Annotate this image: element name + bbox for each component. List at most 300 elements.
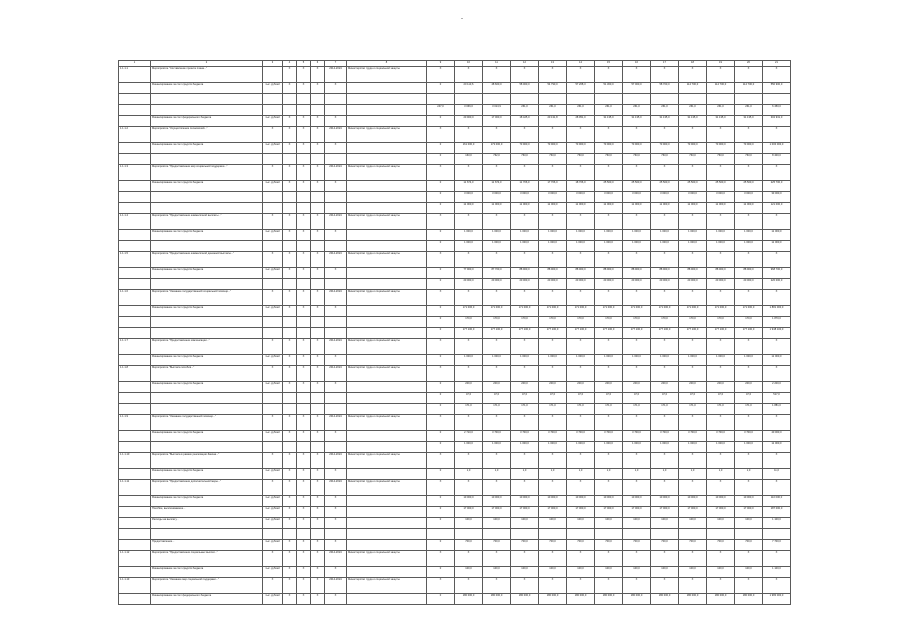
row-executor: Министерство труда и социальной защиты bbox=[347, 366, 427, 382]
row-unit: тыс. рублей bbox=[263, 355, 283, 366]
row-code-b: X bbox=[297, 507, 311, 518]
row-value: 171,0 bbox=[483, 404, 511, 415]
row-value: 0 bbox=[427, 393, 455, 404]
row-value: 1 000,0 bbox=[483, 241, 511, 252]
row-value: X bbox=[567, 480, 595, 496]
row-value: 100,0 bbox=[595, 567, 623, 578]
row-value: 170,0 bbox=[567, 317, 595, 328]
row-value: X bbox=[595, 67, 623, 83]
row-value: 1 000,0 bbox=[483, 230, 511, 241]
row-value: 200,0 bbox=[623, 382, 651, 393]
row-value: 177 100,0 bbox=[539, 328, 567, 339]
row-executor bbox=[347, 279, 427, 290]
row-value: 177 100,0 bbox=[651, 328, 679, 339]
row-value: 1 948 100,0 bbox=[763, 328, 791, 339]
row-value: X bbox=[679, 127, 707, 143]
row-code-b: X bbox=[297, 143, 311, 154]
row-value: 47,0 bbox=[595, 393, 623, 404]
row-value bbox=[567, 529, 595, 540]
row-value: X bbox=[567, 551, 595, 567]
row-value: 1 000,0 bbox=[623, 241, 651, 252]
table-row bbox=[119, 469, 791, 480]
row-value: X bbox=[679, 415, 707, 431]
row-code-b: X bbox=[297, 268, 311, 279]
row-number bbox=[119, 116, 151, 127]
row-value: X bbox=[763, 290, 791, 306]
row-description: Финансирование за счет средств бюджета bbox=[151, 143, 263, 154]
row-description bbox=[151, 241, 263, 252]
header-cell: 3 bbox=[263, 61, 283, 67]
row-code-b: X bbox=[297, 382, 311, 393]
row-value: X bbox=[455, 165, 483, 181]
row-value: 180 000,0 bbox=[679, 594, 707, 605]
row-executor: Министерство труда и социальной защиты bbox=[347, 165, 427, 181]
header-cell: 13 bbox=[539, 61, 567, 67]
row-value: 261,0 bbox=[567, 105, 595, 116]
row-value: 3 700,0 bbox=[651, 431, 679, 442]
row-value bbox=[679, 529, 707, 540]
row-code-c bbox=[311, 94, 325, 105]
row-executor bbox=[347, 540, 427, 551]
row-value: 31 135,0 bbox=[623, 116, 651, 127]
row-value: 3 000,0 bbox=[623, 192, 651, 203]
row-code-a: X bbox=[283, 252, 297, 268]
row-code-b: X bbox=[297, 518, 311, 529]
row-value: 968 700,0 bbox=[763, 268, 791, 279]
row-value: 10 000,0 bbox=[567, 496, 595, 507]
row-code-a: X bbox=[283, 551, 297, 567]
row-executor bbox=[347, 105, 427, 116]
row-code-c: X bbox=[311, 355, 325, 366]
row-code-c: X bbox=[311, 366, 325, 382]
row-value: X bbox=[567, 415, 595, 431]
row-value: 18 706,0 bbox=[567, 181, 595, 192]
table-row bbox=[119, 507, 791, 518]
row-value bbox=[539, 94, 567, 105]
row-value: 171,0 bbox=[623, 404, 651, 415]
row-code-b bbox=[297, 529, 311, 540]
row-number bbox=[119, 306, 151, 317]
row-code-c bbox=[311, 404, 325, 415]
row-value: 763,0 bbox=[679, 154, 707, 165]
row-value: 0 bbox=[427, 154, 455, 165]
row-value: X bbox=[427, 67, 455, 83]
row-value: X bbox=[651, 551, 679, 567]
row-value: 121 000,0 bbox=[763, 203, 791, 214]
row-value: X bbox=[483, 339, 511, 355]
row-value: 11 000,0 bbox=[707, 203, 735, 214]
row-value: X bbox=[707, 127, 735, 143]
row-number: 1.1.1.1 bbox=[119, 67, 151, 83]
row-value: X bbox=[623, 415, 651, 431]
row-value: 1 000,0 bbox=[455, 442, 483, 453]
row-description: Финансирование за счет средств бюджета bbox=[151, 355, 263, 366]
row-value: 11 000,0 bbox=[567, 203, 595, 214]
row-value: 10 000,0 bbox=[735, 496, 763, 507]
row-value: 1 000,0 bbox=[679, 442, 707, 453]
row-value: 180 000,0 bbox=[483, 594, 511, 605]
row-value: 3 000,0 bbox=[483, 192, 511, 203]
row-code-b bbox=[297, 393, 311, 404]
row-value: 100,0 bbox=[735, 567, 763, 578]
row-period bbox=[325, 442, 347, 453]
row-value bbox=[651, 529, 679, 540]
row-code-a: X bbox=[283, 181, 297, 192]
table-row bbox=[119, 181, 791, 192]
row-value bbox=[707, 94, 735, 105]
row-value: X bbox=[455, 480, 483, 496]
row-value: 1 881,0 bbox=[763, 404, 791, 415]
row-value: X bbox=[595, 290, 623, 306]
row-value: X bbox=[595, 165, 623, 181]
row-value: X bbox=[567, 290, 595, 306]
row-value: 25 500,0 bbox=[595, 181, 623, 192]
row-value: X bbox=[567, 252, 595, 268]
row-value: X bbox=[679, 578, 707, 594]
row-value: 1 000,0 bbox=[595, 442, 623, 453]
row-value: X bbox=[511, 578, 539, 594]
row-value: 11 000,0 bbox=[763, 230, 791, 241]
row-value: 17 000,0 bbox=[623, 507, 651, 518]
row-value: 11 000,0 bbox=[539, 203, 567, 214]
row-code-a: X bbox=[283, 469, 297, 480]
row-period: X bbox=[325, 469, 347, 480]
row-value: X bbox=[511, 290, 539, 306]
row-code-c: X bbox=[311, 290, 325, 306]
row-value: X bbox=[595, 480, 623, 496]
row-unit: X bbox=[263, 252, 283, 268]
row-value: 261,0 bbox=[679, 105, 707, 116]
table-row bbox=[119, 127, 791, 143]
row-code-b: X bbox=[297, 67, 311, 83]
row-value: X bbox=[651, 165, 679, 181]
row-value: 20 000,0 bbox=[511, 279, 539, 290]
row-executor bbox=[347, 181, 427, 192]
row-value: X bbox=[595, 252, 623, 268]
row-description: Мероприятие "Оказание государственной помощи..." bbox=[151, 415, 263, 431]
row-code-b: X bbox=[297, 181, 311, 192]
row-number: 1.1.1.7 bbox=[119, 339, 151, 355]
table-row bbox=[119, 328, 791, 339]
row-value: 700,0 bbox=[735, 540, 763, 551]
row-value: X bbox=[651, 453, 679, 469]
row-value: X bbox=[651, 578, 679, 594]
row-value: 0 bbox=[427, 594, 455, 605]
row-code-a: X bbox=[283, 306, 297, 317]
header-cell: 17 bbox=[651, 61, 679, 67]
row-value: 3 700,0 bbox=[483, 431, 511, 442]
row-value: 1 000,0 bbox=[707, 355, 735, 366]
row-value: 1 000,0 bbox=[651, 230, 679, 241]
row-period: 2014-2024 bbox=[325, 127, 347, 143]
row-period: 2014-2024 bbox=[325, 290, 347, 306]
row-code-a bbox=[283, 192, 297, 203]
row-code-a: X bbox=[283, 214, 297, 230]
row-value: 17 000,0 bbox=[595, 507, 623, 518]
row-period: 2014-2024 bbox=[325, 453, 347, 469]
row-value: 10 000,0 bbox=[455, 496, 483, 507]
row-value: X bbox=[511, 127, 539, 143]
row-description bbox=[151, 317, 263, 328]
row-unit bbox=[263, 203, 283, 214]
row-value: 1 000,0 bbox=[539, 230, 567, 241]
row-value: X bbox=[455, 415, 483, 431]
row-value: 3 700,0 bbox=[707, 431, 735, 442]
row-value: 171 000,0 bbox=[539, 306, 567, 317]
row-value: 180 000,0 bbox=[735, 594, 763, 605]
row-description: Финансирование за счет средств бюджета bbox=[151, 567, 263, 578]
row-value: 100,0 bbox=[651, 518, 679, 529]
row-value: X bbox=[623, 480, 651, 496]
row-value: 1 000,0 bbox=[483, 442, 511, 453]
row-value: 3 000,0 bbox=[595, 192, 623, 203]
row-period: 2014-2024 bbox=[325, 67, 347, 83]
row-value: 54 790,0 bbox=[539, 83, 567, 94]
row-unit: тыс. рублей bbox=[263, 431, 283, 442]
row-description: Мероприятие "Составление проекта плана..." bbox=[151, 67, 263, 83]
row-executor: Министерство труда и социальной защиты bbox=[347, 339, 427, 355]
row-value: 100,0 bbox=[651, 567, 679, 578]
row-value: X bbox=[595, 453, 623, 469]
row-number bbox=[119, 317, 151, 328]
table-row bbox=[119, 143, 791, 154]
table-row bbox=[119, 453, 791, 469]
row-number bbox=[119, 594, 151, 605]
row-executor: Министерство труда и социальной защиты bbox=[347, 290, 427, 306]
row-value: 20 000,0 bbox=[735, 279, 763, 290]
row-value: 2 710,0 bbox=[455, 431, 483, 442]
row-value: X bbox=[567, 67, 595, 83]
table-row bbox=[119, 578, 791, 594]
row-value: X bbox=[707, 67, 735, 83]
table-row bbox=[119, 290, 791, 306]
row-code-c bbox=[311, 328, 325, 339]
row-number bbox=[119, 540, 151, 551]
row-value: 88 900,0 bbox=[623, 268, 651, 279]
row-description bbox=[151, 154, 263, 165]
row-number bbox=[119, 431, 151, 442]
row-value: 11 000,0 bbox=[483, 203, 511, 214]
row-period: X bbox=[325, 540, 347, 551]
row-code-c bbox=[311, 279, 325, 290]
table-row bbox=[119, 252, 791, 268]
row-code-b bbox=[297, 328, 311, 339]
row-period: 2014-2024 bbox=[325, 366, 347, 382]
row-code-a: X bbox=[283, 230, 297, 241]
row-description: Финансирование за счет средств бюджета bbox=[151, 382, 263, 393]
row-value: 88 900,0 bbox=[595, 268, 623, 279]
row-value: X bbox=[651, 480, 679, 496]
row-value: 171,0 bbox=[567, 404, 595, 415]
row-value: X bbox=[763, 480, 791, 496]
row-value: 1 000,0 bbox=[623, 230, 651, 241]
row-description: Финансирование за счет средств бюджета bbox=[151, 496, 263, 507]
table-row bbox=[119, 241, 791, 252]
row-value: X bbox=[735, 480, 763, 496]
row-code-a: X bbox=[283, 518, 297, 529]
row-description: Финансирование за счет средств бюджета bbox=[151, 230, 263, 241]
row-value: X bbox=[427, 252, 455, 268]
row-value: X bbox=[427, 127, 455, 143]
row-value: X bbox=[595, 551, 623, 567]
row-value: 2 200,0 bbox=[763, 382, 791, 393]
row-value: 1 000,0 bbox=[707, 442, 735, 453]
table-row bbox=[119, 317, 791, 328]
row-value: X bbox=[427, 551, 455, 567]
row-value: X bbox=[539, 67, 567, 83]
row-value: 73 900,0 bbox=[539, 143, 567, 154]
row-value: X bbox=[455, 67, 483, 83]
row-value: X bbox=[427, 339, 455, 355]
row-value bbox=[623, 529, 651, 540]
row-value: 87 700,0 bbox=[483, 268, 511, 279]
row-value: X bbox=[623, 127, 651, 143]
row-value: 171,0 bbox=[679, 404, 707, 415]
row-code-c bbox=[311, 154, 325, 165]
row-value: 10 000,0 bbox=[651, 496, 679, 507]
row-code-a: X bbox=[283, 480, 297, 496]
row-number bbox=[119, 507, 151, 518]
row-value bbox=[595, 529, 623, 540]
row-value: 180 000,0 bbox=[455, 594, 483, 605]
row-value: 177 100,0 bbox=[483, 328, 511, 339]
row-executor bbox=[347, 328, 427, 339]
row-code-b bbox=[297, 241, 311, 252]
row-value: X bbox=[707, 480, 735, 496]
row-number bbox=[119, 529, 151, 540]
row-period: X bbox=[325, 83, 347, 94]
row-value: 1,0 bbox=[623, 469, 651, 480]
row-code-a: X bbox=[283, 355, 297, 366]
row-period bbox=[325, 393, 347, 404]
row-executor: Министерство труда и социальной защиты bbox=[347, 67, 427, 83]
row-value: X bbox=[679, 214, 707, 230]
row-value: 1,0 bbox=[455, 469, 483, 480]
table-row bbox=[119, 594, 791, 605]
row-number bbox=[119, 143, 151, 154]
row-value: X bbox=[763, 165, 791, 181]
row-value: X bbox=[455, 290, 483, 306]
row-value: X bbox=[595, 578, 623, 594]
row-number bbox=[119, 567, 151, 578]
row-executor bbox=[347, 192, 427, 203]
row-value: X bbox=[511, 339, 539, 355]
row-value bbox=[511, 94, 539, 105]
row-value: 177 100,0 bbox=[567, 328, 595, 339]
row-value: 171 006,0 bbox=[455, 306, 483, 317]
row-value: 763,0 bbox=[567, 154, 595, 165]
row-unit: X bbox=[263, 127, 283, 143]
header-cell: 11 bbox=[483, 61, 511, 67]
table-row bbox=[119, 339, 791, 355]
row-value: 180 000,0 bbox=[623, 594, 651, 605]
row-period: X bbox=[325, 306, 347, 317]
row-value: X bbox=[735, 214, 763, 230]
row-value: 0 bbox=[427, 540, 455, 551]
row-value: X bbox=[455, 578, 483, 594]
row-code-b: X bbox=[297, 290, 311, 306]
row-code-b: X bbox=[297, 366, 311, 382]
row-value: X bbox=[539, 127, 567, 143]
row-value: 1,0 bbox=[651, 469, 679, 480]
row-value: 25 500,0 bbox=[735, 181, 763, 192]
row-code-b: X bbox=[297, 469, 311, 480]
row-code-b: X bbox=[297, 127, 311, 143]
row-code-b bbox=[297, 442, 311, 453]
row-period: 2014-2024 bbox=[325, 578, 347, 594]
row-value: X bbox=[595, 339, 623, 355]
row-number bbox=[119, 268, 151, 279]
row-value: 47,0 bbox=[707, 393, 735, 404]
row-value: 763,0 bbox=[511, 154, 539, 165]
row-period bbox=[325, 328, 347, 339]
table-row bbox=[119, 540, 791, 551]
row-period: X bbox=[325, 567, 347, 578]
row-code-b bbox=[297, 192, 311, 203]
row-value: 11 000,0 bbox=[763, 241, 791, 252]
row-value: X bbox=[539, 480, 567, 496]
row-value: X bbox=[763, 578, 791, 594]
row-description bbox=[151, 203, 263, 214]
row-unit: тыс. рублей bbox=[263, 496, 283, 507]
row-number: 1.1.1.12 bbox=[119, 551, 151, 567]
row-period: 2014-2024 bbox=[325, 339, 347, 355]
row-executor bbox=[347, 306, 427, 317]
row-value: 171 000,0 bbox=[679, 306, 707, 317]
row-value: 171 000,0 bbox=[707, 306, 735, 317]
row-value: 11 000,0 bbox=[511, 203, 539, 214]
row-code-b: X bbox=[297, 594, 311, 605]
header-cell: 15 bbox=[595, 61, 623, 67]
row-value: 220 000,0 bbox=[763, 279, 791, 290]
row-value: 0 bbox=[427, 192, 455, 203]
row-code-b: X bbox=[297, 496, 311, 507]
row-unit: тыс. рублей bbox=[263, 268, 283, 279]
row-code-b bbox=[297, 154, 311, 165]
row-executor bbox=[347, 469, 427, 480]
row-value: 25 500,0 bbox=[623, 181, 651, 192]
header-cell: 20 bbox=[735, 61, 763, 67]
row-description: Мероприятие "Выплата в рамках реализации Закона..." bbox=[151, 453, 263, 469]
row-value: 1,0 bbox=[539, 469, 567, 480]
row-value: 47,0 bbox=[511, 393, 539, 404]
row-executor bbox=[347, 393, 427, 404]
row-period bbox=[325, 105, 347, 116]
row-value: X bbox=[483, 252, 511, 268]
row-value: 18 425,0 bbox=[511, 116, 539, 127]
row-value: 1 100,0 bbox=[763, 518, 791, 529]
row-value: 1 000,0 bbox=[511, 442, 539, 453]
row-value: X bbox=[735, 366, 763, 382]
row-value: 8 400,0 bbox=[763, 154, 791, 165]
row-code-b: X bbox=[297, 431, 311, 442]
row-value: 171 000,0 bbox=[567, 306, 595, 317]
row-unit: тыс. рублей bbox=[263, 567, 283, 578]
row-value: 200,0 bbox=[595, 382, 623, 393]
row-value: 17 000,0 bbox=[539, 507, 567, 518]
row-code-c bbox=[311, 529, 325, 540]
row-value: X bbox=[455, 127, 483, 143]
row-value: 100,0 bbox=[707, 518, 735, 529]
row-period bbox=[325, 279, 347, 290]
row-value: 1 000,0 bbox=[455, 230, 483, 241]
row-value: 11 674,0 bbox=[483, 181, 511, 192]
row-value: 700,0 bbox=[651, 540, 679, 551]
row-code-c: X bbox=[311, 594, 325, 605]
row-value: X bbox=[483, 578, 511, 594]
row-value: 200,0 bbox=[567, 382, 595, 393]
row-unit: X bbox=[263, 453, 283, 469]
